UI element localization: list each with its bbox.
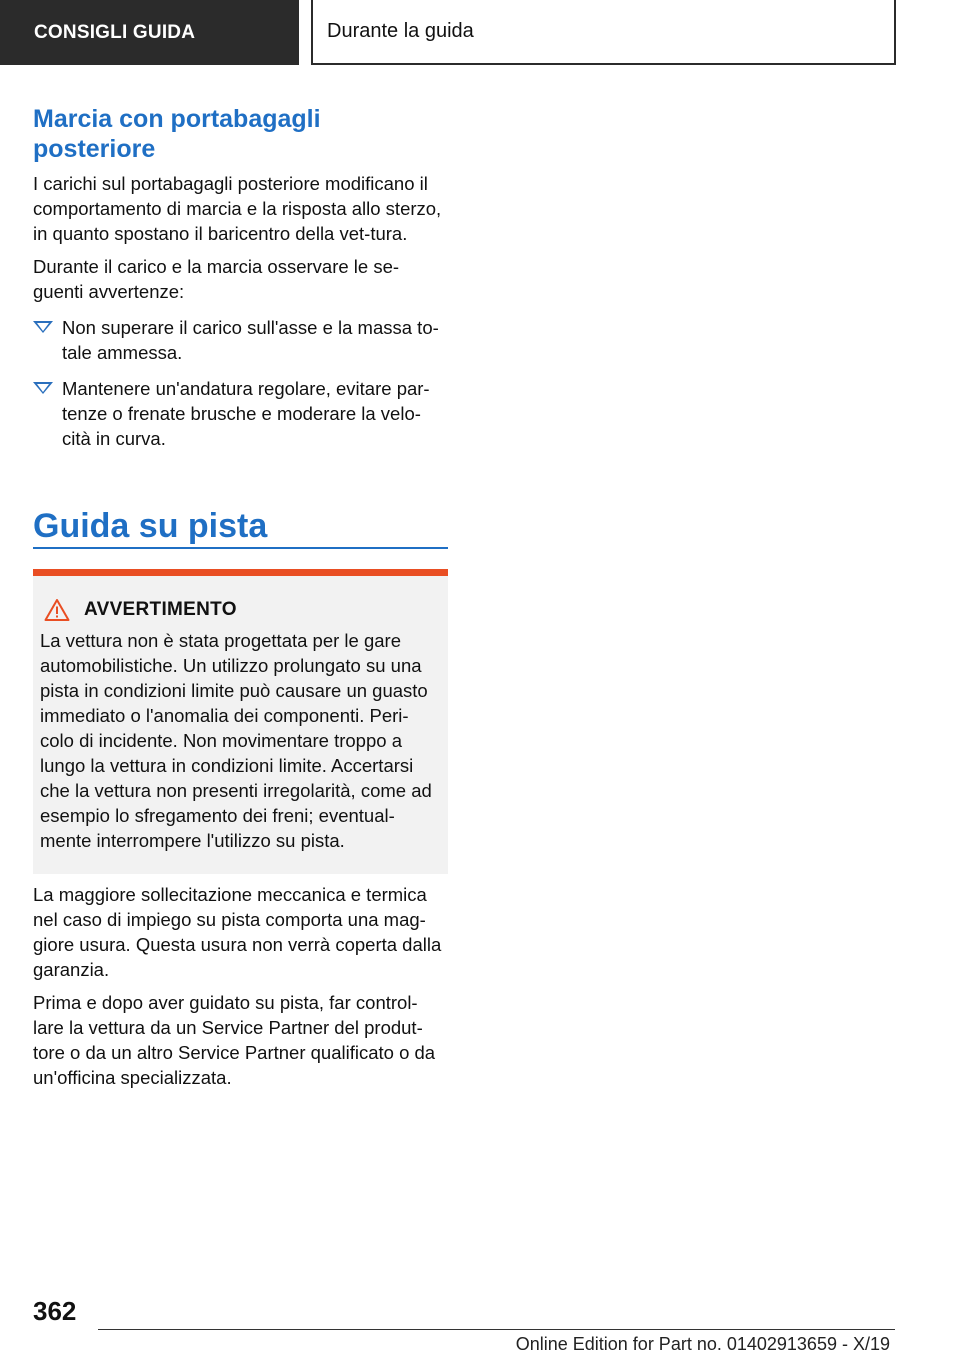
section-header [311, 0, 896, 65]
page-number: 362 [33, 1296, 77, 1326]
subsection-title: Marcia con portabagagli posteriore [33, 105, 321, 163]
edition-note: Online Edition for Part no. 01402913659 - X/19 [515, 1334, 890, 1354]
section-heading: Guida su pista [33, 507, 268, 545]
warning-title: AVVERTIMENTO [84, 599, 237, 620]
section2-body [33, 882, 448, 1090]
list-item [33, 315, 448, 365]
paragraph: I carichi sul portabagagli posteriore modificano il comportamento di marcia e la risposta allo sterzo, in quanto spostano il baricentro della vet-tura. [33, 173, 442, 244]
list-item-text: Mantenere un'andatura regolare, evitare par-tenze o frenate brusche e moderare la velo-cità in curva. [62, 378, 430, 449]
chapter-tab [0, 0, 299, 65]
warning-triangle-icon [44, 598, 70, 622]
paragraph: Prima e dopo aver guidato su pista, far control-lare la vettura da un Service Partner del produt-tore o da un altro Service Partner qualificato o da un'officina specializzata. [33, 992, 436, 1088]
warning-header [44, 596, 440, 624]
bullet-triangle-icon [33, 382, 53, 394]
warning-text: La vettura non è stata progettata per le gare automobilistiche. Un utilizzo prolungato su una pista in condizioni limite può causare un guasto immediato o l'anomalia dei componenti. Peri-colo di incidente. Non movimentare troppo a lungo la vettura in condizioni limite. Accertarsi che la vettura non presenti irregolarità, come ad esempio lo sfregamento dei freni; eventual-mente interrompere l'utilizzo su pista. [40, 630, 432, 851]
paragraph: Durante il carico e la marcia osservare le se-guenti avvertenze: [33, 256, 400, 302]
section1-body [33, 171, 448, 451]
warning-box [33, 569, 448, 874]
footer-divider [98, 1329, 895, 1330]
chapter-title: CONSIGLI GUIDA [34, 21, 196, 43]
list-item-text: Non superare il carico sull'asse e la massa to-tale ammessa. [62, 317, 439, 363]
heading-underline [33, 547, 448, 549]
bullet-triangle-icon [33, 321, 53, 333]
section-title: Durante la guida [327, 20, 474, 42]
list-item [33, 376, 448, 451]
paragraph: La maggiore sollecitazione meccanica e termica nel caso di impiego su pista comporta una mag-giore usura. Questa usura non verrà coperta dalla garanzia. [33, 884, 442, 980]
